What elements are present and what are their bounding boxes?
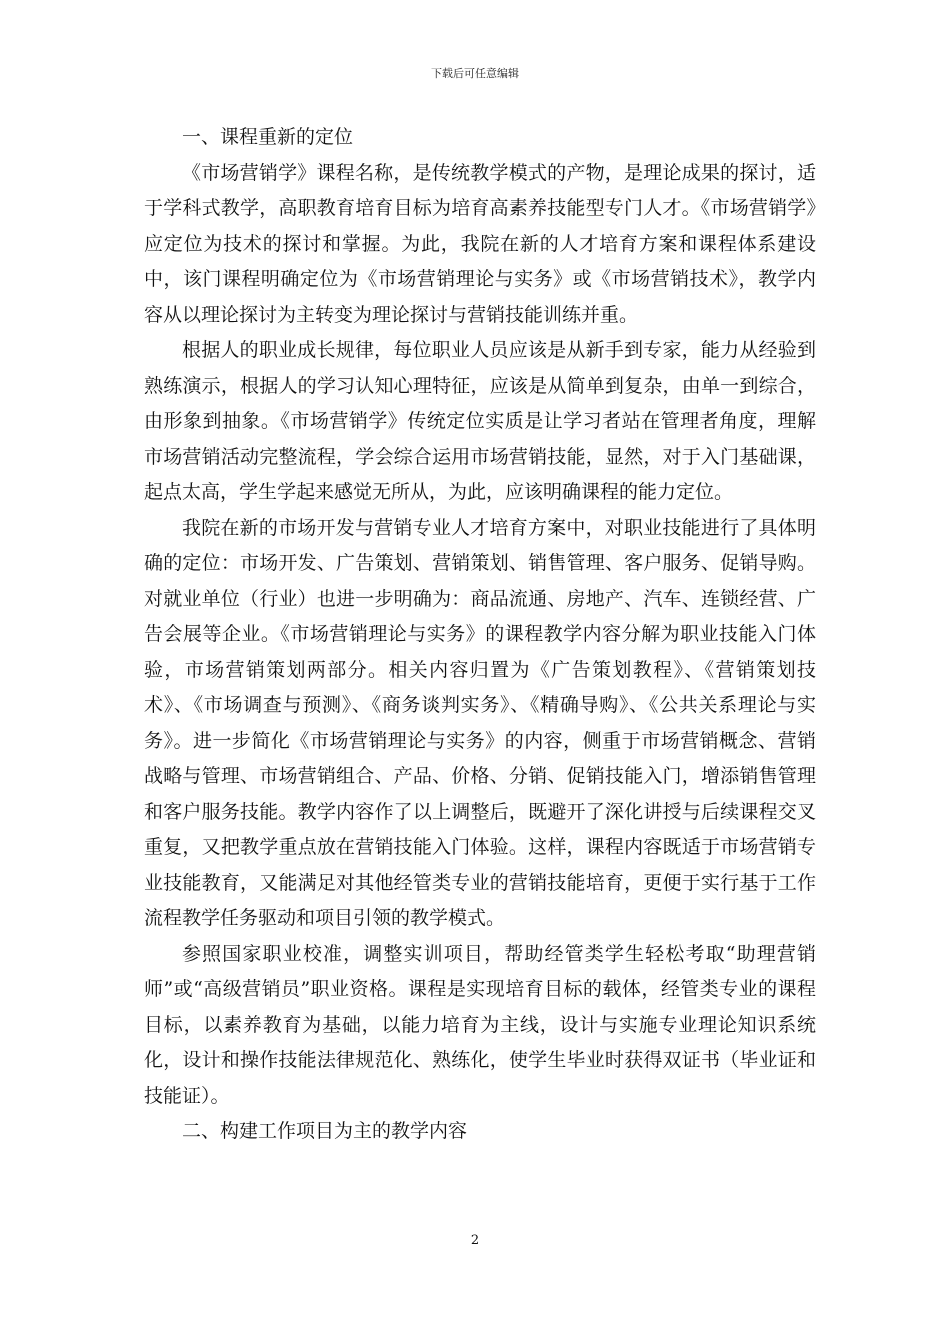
page-header: 下载后可任意编辑 [431,67,519,80]
paragraph-4: 参照国家职业校准，调整实训项目，帮助经管类学生轻松考取“助理营销师”或“高级营销员”职业资格。课程是实现培育目标的载体，经管类专业的课程目标，以素养教育为基础，以能力培育为主线，设计与实施专业理论知识系统化，设计和操作技能法律规范化、熟练化，使学生毕业时获得双证书（毕业证和技能证）。 [144,942,816,1107]
section-heading-1: 一、课程重新的定位 [182,126,354,148]
paragraph-2: 根据人的职业成长规律，每位职业人员应该是从新手到专家，能力从经验到熟练演示，根据人的学习认知心理特征，应该是从简单到复杂，由单一到综合，由形象到抽象。《市场营销学》传统定位实质是让学习者站在管理者角度，理解市场营销活动完整流程，学会综合运用市场营销技能，显然，对于入门基础课，起点太高，学生学起来感觉无所从，为此，应该明确课程的能力定位。 [144,339,816,503]
paragraph-3: 我院在新的市场开发与营销专业人才培育方案中，对职业技能进行了具体明确的定位：市场开发、广告策划、营销策划、销售管理、客户服务、促销导购。对就业单位（行业）也进一步明确为：商品流通、房地产、汽车、连锁经营、广告会展等企业。《市场营销理论与实务》的课程教学内容分解为职业技能入门体验，市场营销策划两部分。相关内容归置为《广告策划教程》、《营销策划技术》、《市场调查与预测》、《商务谈判实务》、《精确导购》、《公共关系理论与实务》。进一步简化《市场营销理论与实务》的内容，侧重于市场营销概念、营销战略与管理、市场营销组合、产品、价格、分销、促销技能入门，增添销售管理和客户服务技能。教学内容作了以上调整后，既避开了深化讲授与后续课程交叉重复，又把教学重点放在营销技能入门体验。这样，课程内容既适于市场营销专业技能教育，又能满足对其他经管类专业的营销技能培育，更便于实行基于工作流程教学任务驱动和项目引领的教学模式。 [144,516,816,929]
paragraph-1: 《市场营销学》课程名称，是传统教学模式的产物，是理论成果的探讨，适于学科式教学，高职教育培育目标为培育高素养技能型专门人才。《市场营销学》应定位为技术的探讨和掌握。为此，我院在新的人才培育方案和课程体系建设中，该门课程明确定位为《市场营销理论与实务》或《市场营销技术》，教学内容从以理论探讨为主转变为理论探讨与营销技能训练并重。 [144,161,816,326]
document-body [144,120,816,1150]
section-heading-2: 二、构建工作项目为主的教学内容 [182,1120,468,1142]
page-number: 2 [470,1233,480,1248]
